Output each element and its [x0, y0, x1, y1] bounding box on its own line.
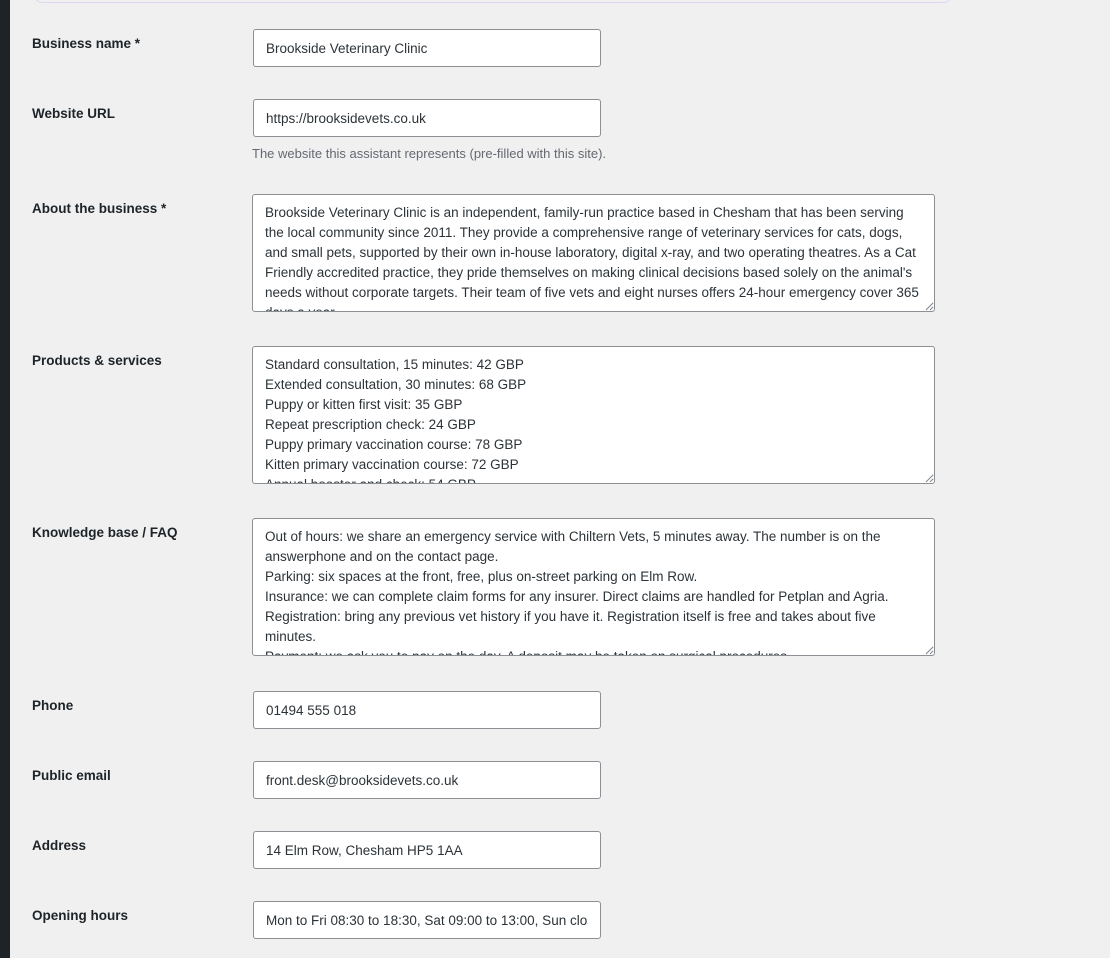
products-textarea-wrap — [252, 346, 935, 484]
phone-label: Phone — [32, 698, 74, 713]
hours-input[interactable] — [253, 901, 601, 939]
hours-label: Opening hours — [32, 908, 128, 923]
faq-label: Knowledge base / FAQ — [32, 525, 178, 540]
admin-sidebar-edge — [0, 0, 10, 958]
top-panel-edge — [33, 0, 953, 3]
about-label: About the business * — [32, 201, 167, 216]
website-url-label: Website URL — [32, 106, 116, 121]
about-textarea[interactable] — [252, 194, 935, 312]
email-label: Public email — [32, 768, 111, 783]
address-label: Address — [32, 838, 87, 853]
products-textarea[interactable] — [252, 346, 935, 484]
products-label: Products & services — [32, 353, 162, 368]
about-textarea-wrap — [252, 194, 935, 312]
faq-textarea[interactable] — [252, 518, 935, 656]
address-input[interactable] — [253, 831, 601, 869]
website-url-input[interactable] — [253, 99, 601, 137]
phone-input[interactable] — [253, 691, 601, 729]
business-name-input[interactable] — [253, 29, 601, 67]
website-url-description: The website this assistant represents (pre-filled with this site). — [252, 146, 607, 161]
email-input[interactable] — [253, 761, 601, 799]
business-name-label: Business name * — [32, 36, 141, 51]
faq-textarea-wrap — [252, 518, 935, 656]
